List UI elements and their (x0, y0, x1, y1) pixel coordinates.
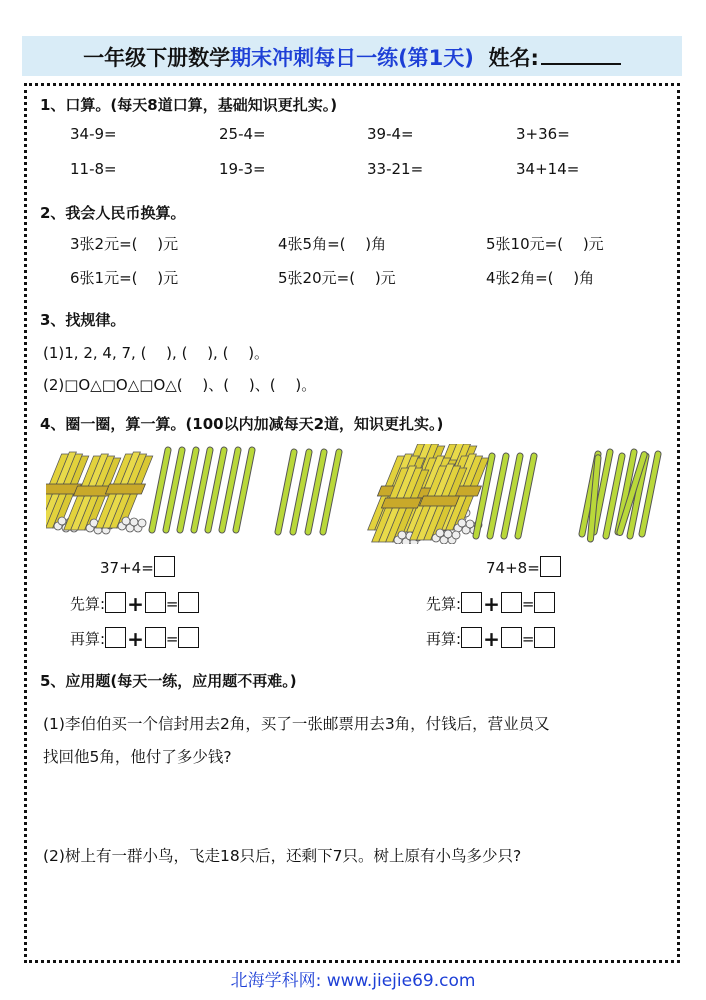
s2-item: 6张1元=( )元 (70, 269, 179, 287)
s1-item: 33-21= (367, 160, 424, 178)
answer-box[interactable] (534, 627, 555, 648)
s2-item: 5张20元=( )元 (278, 269, 396, 287)
s2-heading: 2、我会人民币换算。 (40, 204, 186, 222)
s2-item: 3张2元=( )元 (70, 235, 179, 253)
title-bar (22, 36, 682, 76)
s5-question-1-line-2: 找回他5角，他付了多少钱? (43, 748, 232, 766)
answer-box[interactable] (461, 592, 482, 613)
then-step-label: 再算: (426, 630, 462, 648)
s1-item: 19-3= (219, 160, 266, 178)
answer-box[interactable] (501, 592, 522, 613)
title-prefix: 一年级下册数学 (83, 46, 231, 70)
name-blank[interactable] (541, 45, 621, 65)
s3-question-1: (1)1, 2, 4, 7, ( ), ( ), ( )。 (43, 344, 270, 362)
s3-question-2: (2)□O△□O△□O△( )、( )、( )。 (43, 376, 317, 394)
left-expression-text: 37+4= (100, 559, 154, 577)
answer-box[interactable] (145, 592, 166, 613)
s1-item: 34-9= (70, 125, 117, 143)
answer-box[interactable] (178, 627, 199, 648)
s2-item: 4张5角=( )角 (278, 235, 387, 253)
s1-item: 25-4= (219, 125, 266, 143)
sticks-group-4 (582, 452, 658, 539)
bundles-group-1 (46, 452, 158, 534)
then-step-label: 再算: (70, 630, 106, 648)
answer-box[interactable] (534, 592, 555, 613)
title-highlight: 期末冲刺每日一练(第1天) (230, 46, 474, 70)
s1-item: 11-8= (70, 160, 117, 178)
right-expression-text: 74+8= (486, 559, 540, 577)
answer-box[interactable] (461, 627, 482, 648)
sticks-group-1 (152, 450, 252, 530)
answer-box[interactable] (105, 592, 126, 613)
s3-heading: 3、找规律。 (40, 311, 126, 329)
right-then-step: 再算: + = (426, 627, 555, 651)
answer-box[interactable] (145, 627, 166, 648)
answer-box[interactable] (501, 627, 522, 648)
s5-question-2: (2)树上有一群小鸟，飞走18只后，还剩下7只。树上原有小鸟多少只? (43, 847, 522, 865)
answer-box[interactable] (540, 556, 561, 577)
first-step-label: 先算: (70, 595, 106, 613)
s1-item: 3+36= (516, 125, 570, 143)
name-label: 姓名: (488, 46, 539, 70)
page-title (22, 42, 682, 72)
left-then-step: 再算: + = (70, 627, 199, 651)
first-step-label: 先算: (426, 595, 462, 613)
answer-box[interactable] (154, 556, 175, 577)
s1-heading: 1、口算。(每天8道口算，基础知识更扎实。) (40, 96, 338, 114)
s1-item: 39-4= (367, 125, 414, 143)
left-expression (100, 556, 175, 577)
left-first-step: 先算: + = (70, 592, 199, 616)
answer-box[interactable] (178, 592, 199, 613)
right-expression (486, 556, 561, 577)
s4-heading: 4、圈一圈，算一算。(100以内加减每天2道，知识更扎实。) (40, 415, 444, 433)
s2-item: 5张10元=( )元 (486, 235, 604, 253)
s5-heading: 5、应用题(每天一练，应用题不再难。) (40, 672, 297, 690)
answer-box[interactable] (105, 627, 126, 648)
s1-item: 34+14= (516, 160, 580, 178)
sticks-group-2 (278, 452, 339, 532)
counting-sticks-illustration (46, 444, 670, 544)
s2-item: 4张2角=( )角 (486, 269, 595, 287)
s5-question-1-line-1: (1)李伯伯买一个信封用去2角，买了一张邮票用去3角，付钱后，营业员又 (43, 715, 550, 733)
right-first-step: 先算: + = (426, 592, 555, 616)
footer-site[interactable]: 北海学科网: www.jiejie69.com (230, 971, 476, 991)
